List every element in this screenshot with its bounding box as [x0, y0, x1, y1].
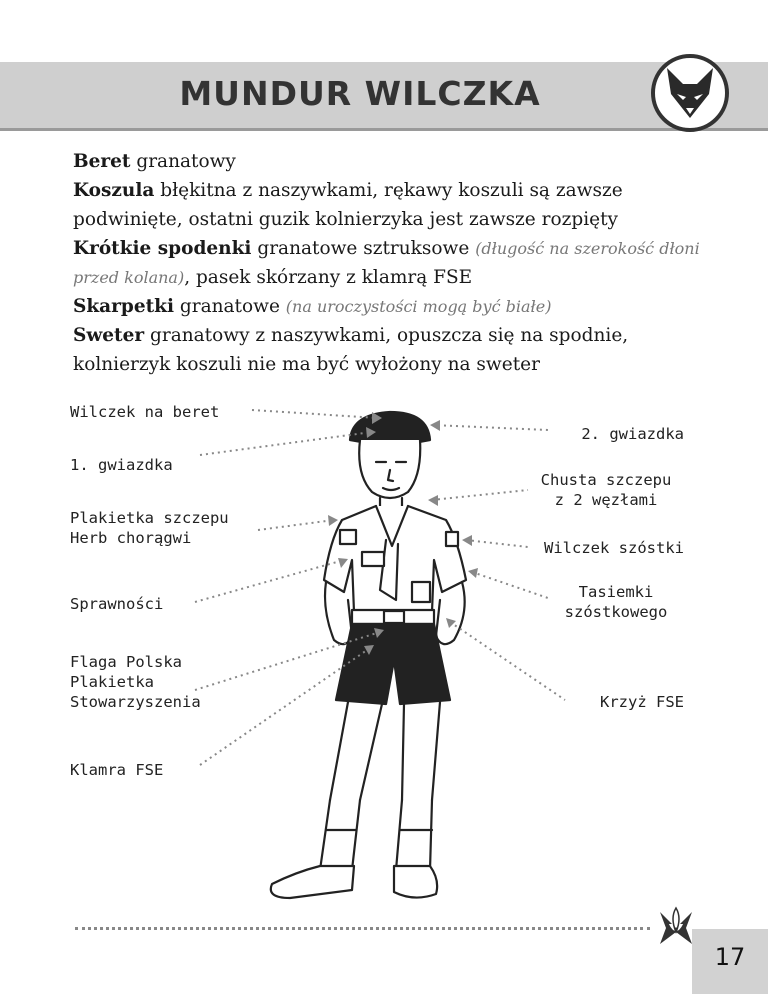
- shoe-right: [394, 866, 437, 898]
- desc-spodenki: Krótkie spodenki granatowe sztruksowe (długość na szerokość dłoni przed kolana), pasek skórzany z klamrą FSE: [73, 238, 700, 288]
- shorts-shape: [336, 624, 450, 704]
- label-klamra-fse: Klamra FSE: [70, 761, 164, 779]
- footer-divider: [75, 927, 650, 930]
- beret-shape: [350, 412, 430, 444]
- page-number: 17: [714, 943, 746, 971]
- label-krzyz-fse: Krzyż FSE: [600, 693, 684, 711]
- label-plakietka-szczepu: Plakietka szczepu Herb chorągwi: [70, 509, 229, 547]
- label-chusta-szczepu: Chusta szczepu z 2 węzłami: [540, 471, 672, 509]
- label-sprawnosci: Sprawności: [70, 595, 164, 613]
- label-gwiazdka-1: 1. gwiazdka: [70, 456, 173, 474]
- label-wilczek-szostki: Wilczek szóstki: [544, 539, 684, 557]
- desc-skarpetki: Skarpetki granatowe (na uroczystości mogą być białe): [73, 296, 552, 317]
- fleur-de-lis-icon: [656, 902, 696, 952]
- label-wilczek-beret: Wilczek na beret: [70, 403, 220, 421]
- desc-koszula: Koszula błękitna z naszywkami, rękawy koszuli są zawsze podwinięte, ostatni guzik kolnierzyka jest zawsze rozpięty: [73, 180, 623, 230]
- desc-beret: Beret granatowy: [73, 151, 236, 172]
- label-tasiemki: Tasiemki szóstkowego: [564, 583, 668, 621]
- page-title: MUNDUR WILCZKA: [179, 74, 541, 113]
- label-gwiazdka-2: 2. gwiazdka: [581, 425, 684, 443]
- desc-sweter: Sweter granatowy z naszywkami, opuszcza się na spodnie, kolnierzyk koszuli nie ma być wyłożony na sweter: [73, 325, 629, 375]
- label-flaga-polska: Flaga Polska Plakietka Stowarzyszenia: [70, 653, 201, 711]
- shoe-left: [271, 866, 354, 898]
